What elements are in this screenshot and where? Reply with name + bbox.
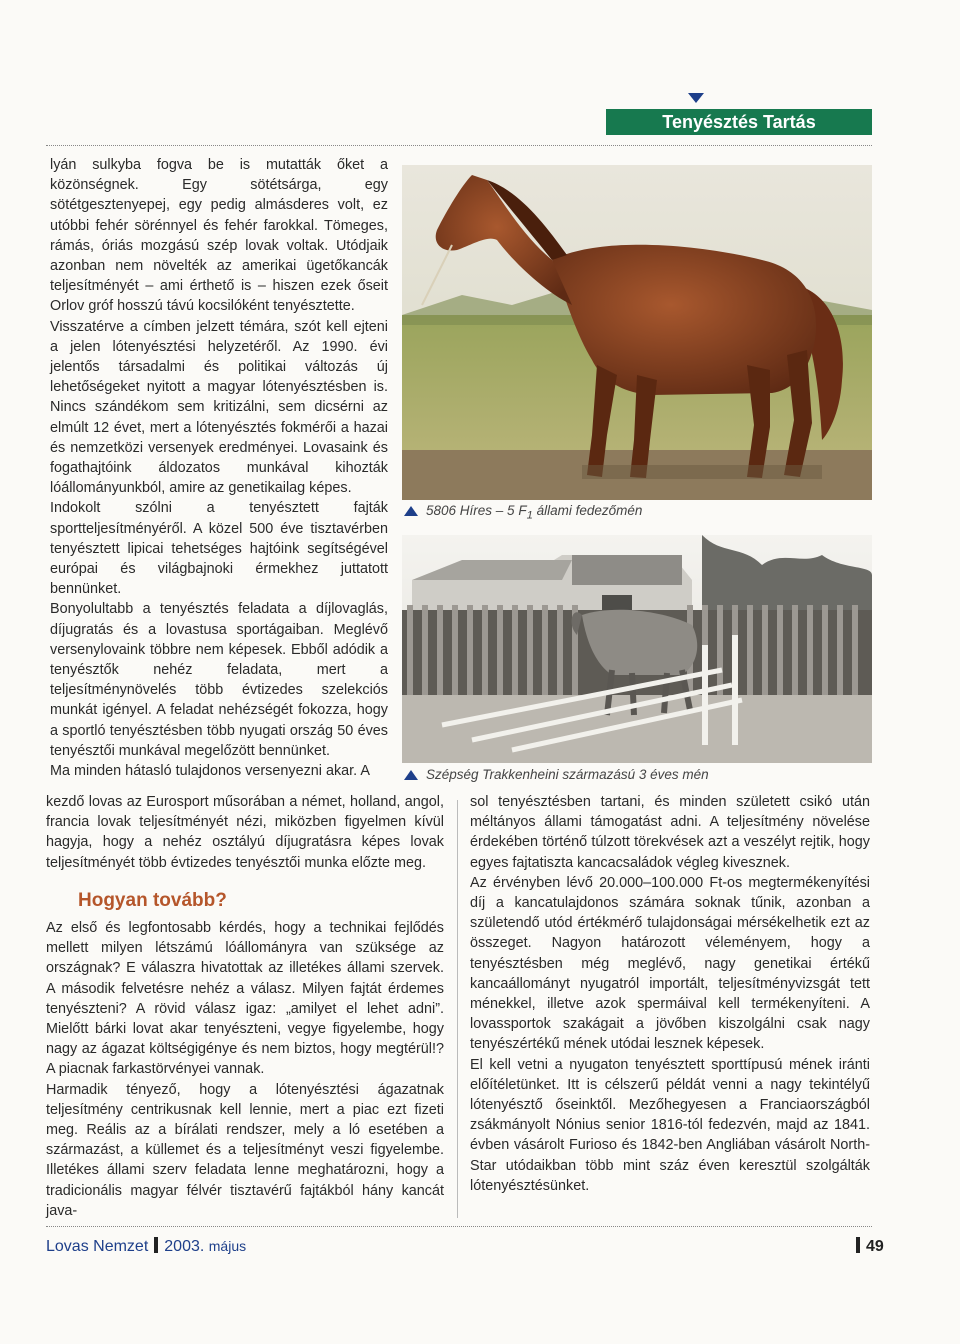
- photo-caption-1: [404, 503, 642, 522]
- column-bottom-right: [470, 792, 870, 1196]
- issue-month: május: [208, 1238, 247, 1254]
- paragraph: Az első és legfontosabb kérdés, hogy a technikai fejlődés mellett milyen létszámú lóállományra van szüksége az országnak? E válaszra hivatottak az illetékes állami szervek. A második felvetésre nehéz a válasz. Milyen fajtát érdemes tenyészteni? A rövid válasz igaz: „amilyet el lehet adni”. Mielőtt bárki lovat akar tenyészteni, vegye figyelembe, hogy nagy az ágazat költségigénye és nem biztos, hogy megtérül!? A piacnak farkastörvényei vannak.: [46, 920, 444, 1078]
- page-number: 49: [866, 1238, 884, 1255]
- caption-triangle-icon: [404, 770, 418, 780]
- section-tag: Tenyésztés Tartás: [606, 109, 872, 135]
- footer-separator: [856, 1237, 860, 1253]
- column-left: [50, 155, 388, 781]
- horse-photo-2-image: [402, 535, 872, 763]
- magazine-name: Lovas Nemzet: [46, 1238, 149, 1255]
- paragraph: Indokolt szólni a tenyésztett fajták sportteljesítményéről. A közel 500 éve tisztavérben tenyésztett lipicai tehetséges hajtóink segítségével európai és világbajnoki érmekhez juttatott bennünket.: [50, 500, 388, 598]
- paragraph: Visszatérve a címben jelzett témára, szót kell ejteni a jelen lótenyésztési helyzetéről. Az 1990. évi jelentős társadalmi és politikai változás új lehetőségeket nyitott a magyar lótenyésztésben is. Nincs szándékom sem kritizálni, sem dicsérni az elmúlt 12 évet, mert a lótenyésztés fokmérői a hazai és nemzetközi versenyek eredményei. Lovasaink és fogathajtóink áldozatos munkával kihozták lóállományunkból, amire az genetikailag képes.: [50, 318, 388, 497]
- photo-caption-1-sub: 1: [526, 509, 533, 522]
- paragraph: Ma minden hátasló tulajdonos versenyezni akar. A: [50, 763, 370, 780]
- footer-divider: [46, 1226, 872, 1227]
- horse-photo-1-image: [402, 165, 872, 500]
- photo-caption-1-tail: állami fedezőmén: [536, 503, 643, 518]
- paragraph: lyán sulkyba fogva be is mutatták őket a közönségnek. Egy sötétsárga, egy sötétgesztenyepej, egy pedig almásderes volt, ez utóbbi fehér sörénnyel és fehér farokkal. Tömeges, rámás, óriás mozgású szép lovak voltak. Utódjaik azonban nem növelték az amerikai ügetőkancák teljesítményét – ami érthető is – hiszen ezek őseit Orlov gróf hosszú távú kocsilóként tenyésztette.: [50, 157, 388, 315]
- section-arrow-icon: [688, 93, 704, 103]
- paragraph: Harmadik tényező, hogy a lótenyésztési ágazatnak teljesítmény centrikusnak kell lennie, mert a piac ezt fizeti meg. Reális az a bírálati rendszer, mely a ló esetében a származást, a küllemet és a teljesítményt veszi figyelembe. Illetékes állami szerv feladata lenne meghatározni, hogy a tradicionális magyar félvér tisztavérű fajtákból hány kancát java-: [46, 1081, 444, 1219]
- horse-photo-1: [402, 165, 872, 500]
- photo-caption-2-text: Szépség Trakkenheini származású 3 éves mén: [426, 767, 709, 782]
- caption-triangle-icon: [404, 506, 418, 516]
- header-divider: [46, 145, 872, 146]
- paragraph: Bonyolultabb a tenyésztés feladata a díjlovaglás, díjugratás és a lovastusa sportágaiban. Meglévő versenylovaink többre nem képesek. Ebből adódik a tenyésztők nehéz feladata, mert a teljesítménynövelés több évtizedes szelekciós munkát igényel. A feladat nehézségét fokozza, hogy a sportló tenyésztésben több nyugati ország 50 éves tenyésztői munkával megelőzött bennünket.: [50, 601, 388, 759]
- horse-photo-2: [402, 535, 872, 763]
- footer-right: [850, 1237, 884, 1256]
- paragraph: El kell vetni a nyugaton tenyésztett sporttípusú mének iránti előítéletünket. Itt is célszerű példát venni a nagy tekintélyű lótenyésztő őseinktől. Mezőhegyesen a Franciaországból zsákmányolt Nónius senior 1816-tól fedezvén, majd az 1841. évben vásárolt Furioso és 1842-ben Angliában vásárolt North-Star utódaikban több mint száz éven keresztül szolgálták lótenyésztésünket.: [470, 1056, 870, 1194]
- subheading: Hogyan tovább?: [78, 890, 227, 911]
- photo-caption-1-var: F: [518, 503, 527, 518]
- paragraph: kezdő lovas az Eurosport műsorában a német, holland, angol, francia lovak teljesítményét nézi, miközben figyelmen kívül hagyja, hogy a nehéz osztályú díjugratásra képes lovak teljesítményét több évtizedes tenyésztői munka előzte meg.: [46, 794, 444, 871]
- column-divider: [457, 800, 458, 1218]
- paragraph: Az érvényben lévő 20.000–100.000 Ft-os megtermékenyítési díj a kancatulajdonos számára soknak tűnik, azonban a születendő utód értékmérő tulajdonságai mérsékelhetik ezt az összeget. Nagyon határozott véleményem, hogy a tenyésztésben még meglévő, nagy genetikai értékű kancaállományt nyugatról importált, teljesítményvizsgát tett ménekkel, illetve azok spermáival kell termékenyíteni. A lovassportok szakágait a jövőben kiszolgálni csak nagy tenyészértékű mének utódai lesznek képesek.: [470, 874, 870, 1053]
- photo-caption-1-text: 5806 Híres – 5: [426, 503, 515, 518]
- issue-year: 2003.: [164, 1238, 205, 1255]
- photo-caption-2: [404, 767, 709, 782]
- column-bottom-left: [46, 792, 444, 873]
- column-bottom-left-continued: [46, 918, 444, 1221]
- footer-left: [46, 1237, 246, 1256]
- paragraph: sol tenyésztésben tartani, és minden született csikó után méltányos állami támogatást adni. A teljesítmény növelése érdekében történő túlzott törekvések azt a veszélyt rejtik, hogy egyes fajtatiszta kancacsaládok végleg kivesznek.: [470, 794, 870, 871]
- footer-separator: [154, 1237, 158, 1253]
